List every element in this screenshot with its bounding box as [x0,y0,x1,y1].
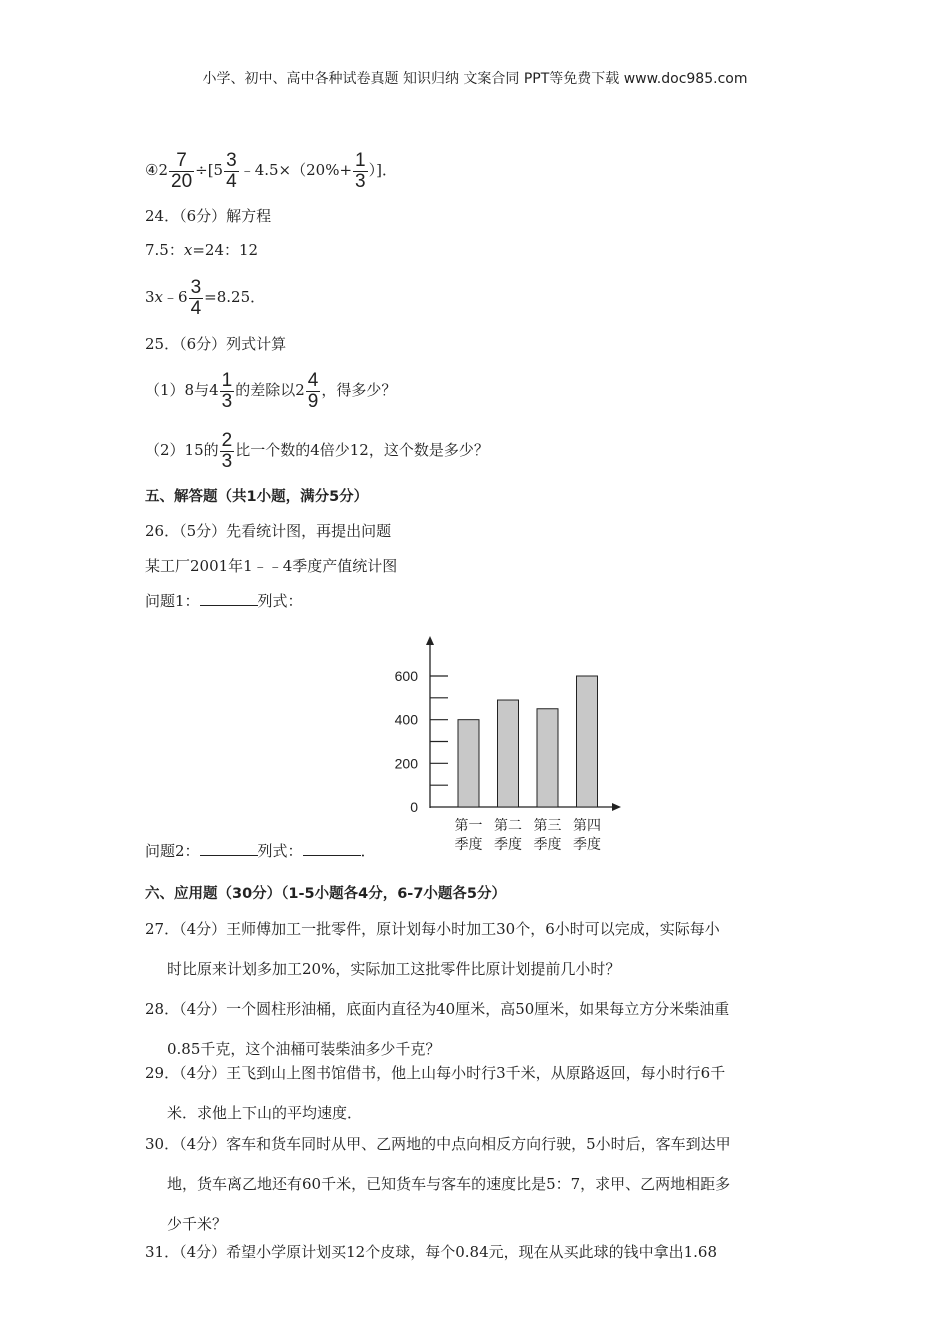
problem-29 [145,1053,810,1133]
fraction-7-20 [169,151,194,192]
fraction-1-3 [220,371,235,412]
fraction-denominator: 4 [226,170,237,192]
fraction-numerator: 2 [221,429,233,451]
problem-31 [145,1232,810,1272]
fraction-1-3 [353,151,368,192]
expr-mid: ﹣4.5×（20%+ [239,161,353,179]
fraction-3-4 [224,151,239,192]
fraction-denominator: 3 [221,450,233,472]
fraction-numerator: 3 [190,276,202,298]
text-part: （2）15的 [145,441,219,459]
text-line: 30．（4分）客车和货车同时从甲、乙两地的中点向相反方向行驶，5小时后，客车到达甲 [145,1135,731,1153]
problem-26-question-1 [145,591,303,611]
bar-chart [380,630,630,860]
x-tick-label: 第一 [454,817,483,833]
problem-23-4 [145,150,397,192]
fraction-denominator: 3 [221,390,233,412]
bar-q4 [577,676,598,807]
answer-blank[interactable] [200,591,258,606]
x-tick-label: 季度 [573,836,601,852]
fraction-2-3 [220,431,235,472]
answer-blank[interactable] [200,841,258,856]
equation-1 [145,240,258,260]
fraction-numerator: 1 [221,369,233,391]
fraction-denominator: 9 [307,390,319,412]
eq-part: =24：12 [192,241,259,259]
section-5-heading: 五、解答题（共1小题，满分5分） [145,489,369,505]
expr-suffix: ）]． [368,161,397,179]
text-part: 问题2： [145,842,200,860]
fraction-denominator: 4 [190,297,202,319]
page-header: 小学、初中、高中各种试卷真题 知识归纳 文案合同 PPT等免费下载 www.doc985.com [202,71,748,87]
fraction-3-4 [189,278,204,319]
text-line: 28．（4分）一个圆柱形油桶，底面内直径为40厘米，高50厘米，如果每立方分米柴油重 [145,1000,730,1018]
section-6-heading: 六、应用题（30分）（1-5小题各4分，6-7小题各5分） [145,886,506,902]
fraction-denominator: 3 [355,170,366,192]
text-line: 米．求他上下山的平均速度． [167,1104,363,1122]
fraction-numerator: 1 [355,149,366,171]
text-line: 地，货车离乙地还有60千米，已知货车与客车的速度比是5：7，求甲、乙两地相距多 [167,1175,731,1193]
bars [458,676,598,807]
bar-q3 [537,709,558,807]
text-line: 少千米？ [167,1215,228,1233]
text-line: 29．（4分）王飞到山上图书馆借书，他上山每小时行3千米，从原路返回，每小时行6千 [145,1064,726,1082]
fraction-numerator: 3 [226,149,237,171]
x-tick-labels [455,817,602,852]
y-tick-label: 400 [394,711,418,728]
bar-q1 [458,720,479,807]
problem-30 [145,1124,810,1244]
problem-27 [145,909,810,989]
problem-26-title: 26．（5分）先看统计图，再提出问题 [145,522,392,540]
y-axis-arrow [426,636,434,645]
x-tick-label: 第三 [533,817,562,833]
x-tick-label: 季度 [454,836,483,852]
y-ticks [430,676,448,785]
x-tick-label: 第四 [573,817,601,833]
y-tick-label: 600 [394,668,418,684]
text-part: 的差除以2 [235,381,305,399]
y-tick-label: 200 [394,755,418,772]
problem-25-title: 25．（6分）列式计算 [145,335,287,353]
expr-div-open: ÷[5 [195,161,224,179]
text-line: 27．（4分）王师傅加工一批零件，原计划每小时加工30个，6小时可以完成，实际每小 [145,920,720,938]
text-part: ，得多少？ [321,381,397,399]
eq-variable: x [154,288,164,306]
eq-part: =8.25． [204,288,266,306]
text-part: ． [360,842,376,860]
bar-q2 [498,700,519,807]
eq-part: 7.5： [145,241,184,259]
x-axis-arrow [612,803,621,811]
text-part: 列式： [257,842,303,860]
fraction-numerator: 4 [307,369,319,391]
text-part: 比一个数的4倍少12，这个数是多少？ [235,441,489,459]
text-part: 问题1： [145,592,200,610]
fraction-denominator: 20 [171,170,193,192]
problem-25-part1 [145,370,396,412]
eq-part: 3 [145,288,155,306]
text-part: 列式： [257,592,303,610]
text-part: （1）8与4 [145,381,219,399]
text-line: 31．（4分）希望小学原计划买12个皮球，每个0.84元，现在从买此球的钱中拿出1.68 [145,1243,718,1261]
fraction-numerator: 7 [169,151,194,172]
expr-prefix: ④2 [145,161,168,179]
problem-26-question-2 [145,841,376,861]
text-line: 时比原来计划多加工20%，实际加工这批零件比原计划提前几小时？ [167,960,621,978]
eq-part: ﹣6 [163,288,188,306]
fraction-4-9 [306,371,321,412]
chart-caption: 某工厂2001年1﹣﹣4季度产值统计图 [145,557,398,575]
answer-blank[interactable] [303,841,361,856]
problem-25-part2 [145,430,489,472]
problem-24-title: 24．（6分）解方程 [145,207,272,225]
equation-2 [145,277,265,319]
x-tick-label: 第二 [494,817,522,833]
x-tick-label: 季度 [494,836,522,852]
y-tick-labels [395,668,419,815]
x-tick-label: 季度 [533,836,562,852]
y-tick-label: 0 [410,799,418,815]
eq-variable: x [183,241,193,259]
text-line: 0.85千克，这个油桶可装柴油多少千克？ [167,1040,441,1058]
